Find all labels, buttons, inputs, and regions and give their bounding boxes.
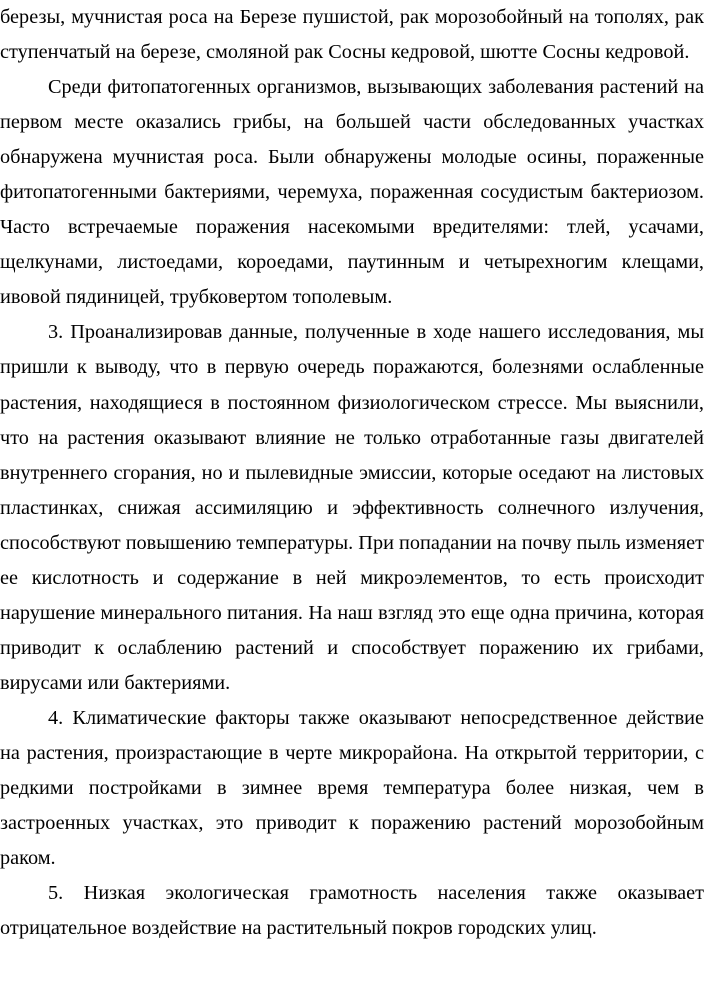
paragraph-continued: березы, мучнистая роса на Березе пушистой, рак морозобойный на тополях, рак ступенчатый на березе, смоляной рак Сосны кедровой, шютте Сосны кедровой. [0, 6, 704, 64]
paragraph-point-3: 3. Проанализировав данные, полученные в ходе нашего исследования, мы пришли к выводу, что в первую очередь поражаются, болезнями ослабленные растения, находящиеся в постоянном физиологическом стрессе. Мы выяснили, что на растения оказывают влияние не только отработанные газы двигателей внутреннего сгорания, но и пылевидные эмиссии, которые оседают на листовых пластинках, снижая ассимиляцию и эффективность солнечного излучения, способствуют повышению температуры. При попадании на почву пыль изменяет ее кислотность и содержание в ней микроэлементов, то есть происходит нарушение минерального питания. На наш взгляд это еще одна причина, которая приводит к ослаблению растений и способствует поражению их грибами, вирусами или бактериями. [0, 321, 704, 694]
paragraph-point-4: 4. Климатические факторы также оказывают непосредственное действие на растения, произрастающие в черте микрорайона. На открытой территории, с редкими постройками в зимнее время температура более низкая, чем в застроенных участках, это приводит к поражению растений морозобойным раком. [0, 706, 704, 870]
paragraph-point-5: 5. Низкая экологическая грамотность населения также оказывает отрицательное воздействие на растительный покров городских улиц. [0, 882, 704, 940]
paragraph-phytopathogens: Среди фитопатогенных организмов, вызывающих заболевания растений на первом месте оказались грибы, на большей части обследованных участках обнаружена мучнистая роса. Были обнаружены молодые осины, пораженные фитопатогенными бактериями, черемуха, пораженная сосудистым бактериозом. Часто встречаемые поражения насекомыми вредителями: тлей, усачами, щелкунами, листоедами, короедами, паутинным и четырехногим клещами, ивовой пядиницей, трубковертом тополевым. [0, 76, 704, 309]
